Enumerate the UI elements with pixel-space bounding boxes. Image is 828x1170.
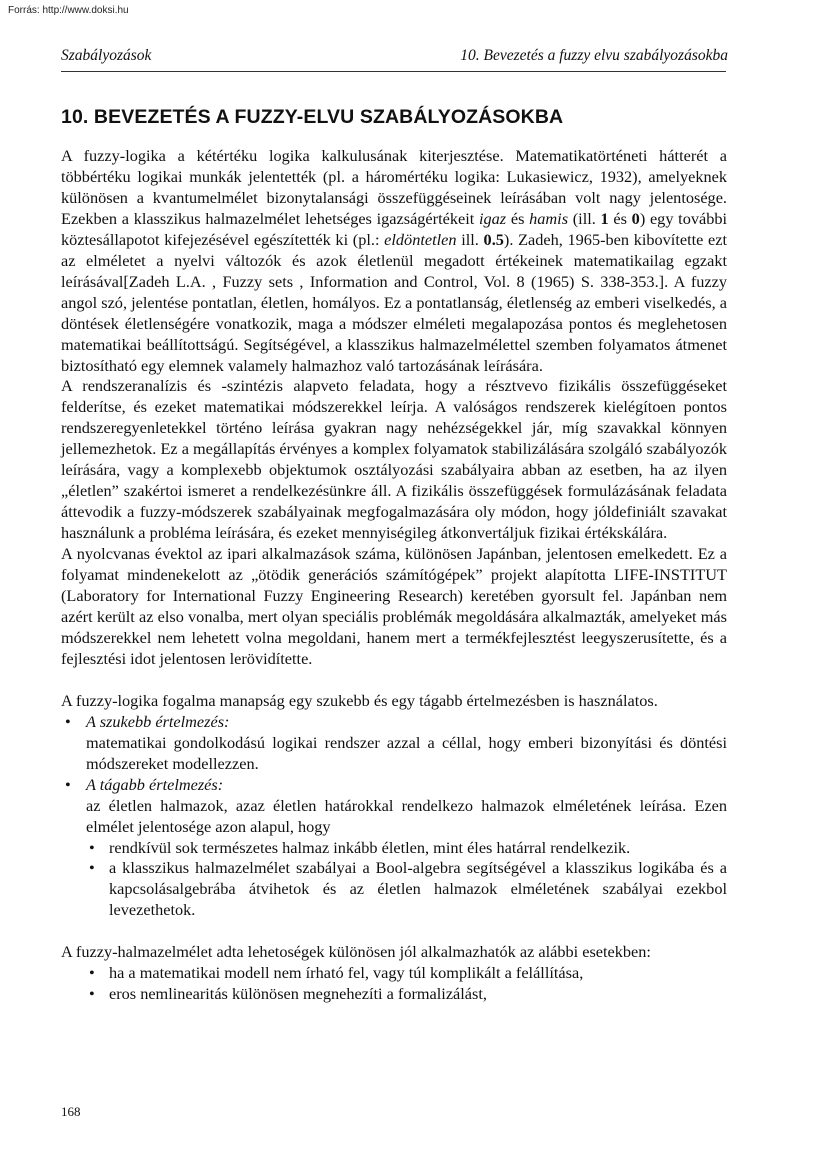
- italic-hamis: hamis: [529, 208, 569, 228]
- header-rule: [61, 71, 726, 72]
- bold-zero: 0: [631, 208, 640, 228]
- bullet-icon: •: [89, 837, 95, 857]
- bullet-heading: A szukebb értelmezés:: [86, 711, 230, 731]
- list-item: [61, 775, 727, 838]
- bullet-icon: •: [65, 711, 71, 731]
- list-item: [61, 712, 727, 775]
- paragraph-5: A fuzzy-halmazelmélet adta lehetoségek különösen jól alkalmazhatók az alábbi esetekben:: [61, 942, 651, 962]
- list-item: [85, 858, 727, 921]
- bold-half: 0.5: [483, 229, 504, 249]
- running-header: [61, 47, 728, 65]
- page-title: 10. BEVEZETÉS A FUZZY-ELVU SZABÁLYOZÁSOKBA: [61, 106, 564, 128]
- bullet-icon: •: [65, 774, 71, 794]
- bullet-heading: A tágabb értelmezés:: [86, 774, 224, 794]
- bullet-icon: •: [89, 963, 95, 983]
- italic-eldontetlen: eldöntetlen: [384, 229, 457, 249]
- list-item: [85, 984, 727, 1005]
- case-text: ha a matematikai modell nem írható fel, vagy túl komplikált a felállítása,: [109, 963, 584, 983]
- subbullet-text: rendkívül sok természetes halmaz inkább életlen, mint éles határral rendelkezik.: [109, 837, 631, 857]
- page-number: 168: [61, 1104, 81, 1119]
- italic-igaz: igaz: [478, 208, 507, 228]
- bullet-text: matematikai gondolkodású logikai rendszer azzal a céllal, hogy emberi bizonyítási és döntési módszereket modellezzen.: [86, 732, 727, 773]
- source-line: Forrás: http://www.doksi.hu: [8, 5, 129, 16]
- bold-one: 1: [600, 208, 609, 228]
- list-item: [85, 963, 727, 984]
- body-text: [61, 146, 727, 1005]
- case-text: eros nemlinearitás különösen megnehezíti a formalizálást,: [109, 984, 487, 1004]
- list-item: [85, 838, 727, 859]
- bullet-icon: •: [89, 858, 95, 878]
- paragraph-1: A fuzzy-logika a kétértéku logika kalkulusának kiterjesztése. Matematikatörténeti hátterét a többértéku logikai munkák jelentették (pl. a háromértéku logika: Lukasiewicz, 1932), amelyeknek különösen a kvantumelmélet bizonytalansági összefüggéseinek leírásában volt nagy jelentosége. Ezekben a klasszikus halmazelmélet lehetséges igazságértékeit igaz és hamis (ill. 1 és 0) egy további köztesállapotot kifejezésével egészítették ki (pl.: eldöntetlen ill. 0.5). Zadeh, 1965-ben kibovítette ezt az elméletet a nyelvi változók és azok életlenül megadott értékeinek matematikailag egzakt leírásával[Zadeh L.A. , Fuzzy sets , Information and Control, Vol. 8 (1965) S. 338-353.]. A fuzzy angol szó, jelentése pontatlan, életlen, homályos. Ez a pontatlanság, életlenség az emberi viselkedés, a döntések életlenségére vonatkozik, maga a módszer elméleti megalapozása pontos és meglehetosen matematikai beállítottságú. Segítségével, a klasszikus halmazelmélettel szemben folyamatos átmenet biztosítható egy elemnek valamely halmazhoz való tartozásának leírására.: [61, 146, 728, 375]
- bullet-text: az életlen halmazok, azaz életlen határokkal rendelkezo halmazok elméletének leírása. Ezen elmélet jelentosége azon alapul, hogy: [86, 795, 727, 836]
- bullet-icon: •: [89, 984, 95, 1004]
- paragraph-4: A fuzzy-logika fogalma manapság egy szukebb és egy tágabb értelmezésben is használatos.: [61, 690, 658, 710]
- paragraph-3: A nyolcvanas évektol az ipari alkalmazások száma, különösen Japánban, jelentosen emelkedett. Ez a folyamat mindenekelott az „ötödik generációs számítógépek” projekt alapította LIFE-INSTITUT (Laboratory for International Fuzzy Engineering Research) keretében gyorsult fel. Japánban nem azért került az elso vonalba, mert olyan speciális problémák megoldására alkalmazták, amelyeket más módszerekkel nem lehetett volna megoldani, hanem mert a termékfejlesztést leegyszerusítette, és a fejlesztési idot jelentosen lerövidítette.: [61, 544, 727, 668]
- paragraph-2: A rendszeranalízis és -szintézis alapveto feladata, hogy a résztvevo fizikális összefüggéseket felderítse, és ezeket matematikai módszerekkel leírja. A valóságos rendszerek kielégítoen pontos rendszeregyenletekkel történo leírása gyakran nagy nehézségekkel jár, míg szavakkal könnyen jellemezhetok. Ez a megállapítás érvényes a komplex folyamatok stabilizálására szolgáló szabályozók leírására, vagy a komplexebb objektumok osztályozási szabályaira abban az esetben, ha az ilyen „életlen” szakértoi ismeret a rendelkezésünkre áll. A fizikális összefüggések formulázásának feladata áttevodik a fuzzy-módszerek szabályainak megfogalmazására oly módon, hogy jóldefiniált szavakat használunk a probléma leírására, és ezeket mennyiségileg átkonvertáljuk fizikai értékskálára.: [61, 376, 727, 543]
- header-left: Szabályozások: [61, 47, 152, 64]
- subbullet-text: a klasszikus halmazelmélet szabályai a Bool-algebra segítségével a klasszikus logikába és a kapcsolásalgebrába átvihetok és az életlen halmazok elméletének szabályai ezekbol levezethetok.: [109, 858, 727, 920]
- header-right: 10. Bevezetés a fuzzy elvu szabályozásokba: [460, 47, 728, 64]
